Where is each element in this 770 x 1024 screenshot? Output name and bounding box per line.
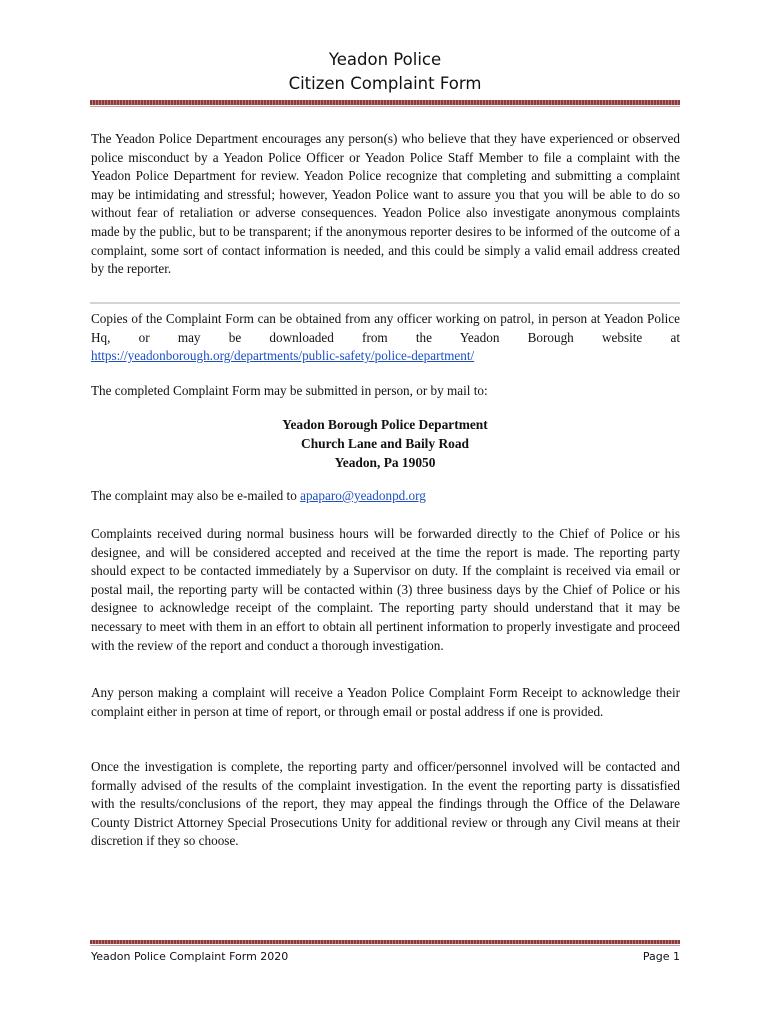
header-divider bbox=[90, 100, 680, 105]
header-title: Yeadon Police bbox=[328, 50, 442, 69]
address-line-3: Yeadon, Pa 19050 bbox=[334, 455, 436, 470]
submit-paragraph: The completed Complaint Form may be submitted in person, or by mail to: bbox=[91, 383, 488, 398]
header-divider-thin bbox=[90, 106, 680, 107]
email-paragraph bbox=[91, 487, 680, 506]
investigation-paragraph: Once the investigation is complete, the reporting party and officer/personnel involved will be contacted and formally advised of the results of the complaint investigation. In the event the reporting party is dissatisfied with the results/conclusions of the report, they may appeal the findings through the Office of the Delaware County District Attorney Special Prosecutions Unity for additional review or through any Civil means at their discretion if they so choose. bbox=[91, 759, 680, 849]
email-link[interactable]: apaparo@yeadonpd.org bbox=[300, 488, 426, 503]
intro-paragraph: The Yeadon Police Department encourages any person(s) who believe that they have experienced or observed police misconduct by a Yeadon Police Officer or Yeadon Police Staff Member to file a complaint with the Yeadon Police Department for review. Yeadon Police recognize that completing and submitting a complaint may be intimidating and stressful; however, Yeadon Police want to assure you that you will be able to do so without fear of retaliation or adverse consequences. Yeadon Police also investigate anonymous complaints made by the public, but to be transparent; if the anonymous reporter desires to be informed of the outcome of a complaint, some sort of contact information is needed, and this could be simply a valid email address created by the reporter. bbox=[91, 131, 680, 277]
section-divider bbox=[90, 302, 680, 304]
email-text: The complaint may also be e-mailed to bbox=[91, 488, 297, 503]
footer-divider bbox=[90, 940, 680, 944]
business-hours-paragraph: Complaints received during normal business hours will be forwarded directly to the Chief of Police or his designee, and will be considered accepted and received at the time the report is made. The reporting party should expect to be contacted immediately by a Supervisor on duty. If the complaint is received via email or postal mail, the reporting party will be contacted within (3) three business days by the Chief of Police or his designee to acknowledge receipt of the complaint. The reporting party should understand that it may be necessary to meet with them in an effort to obtain all pertinent information to properly investigate and proceed with the review of the report and conduct a thorough investigation. bbox=[91, 526, 680, 653]
copies-text: Copies of the Complaint Form can be obtained from any officer working on patrol, in person at Yeadon Police Hq, or may be downloaded from the Yeadon Borough website at bbox=[91, 311, 680, 345]
header-subtitle: Citizen Complaint Form bbox=[288, 74, 482, 93]
receipt-paragraph: Any person making a complaint will receive a Yeadon Police Complaint Form Receipt to acknowledge their complaint either in person at time of report, or through email or postal address if one is provided. bbox=[91, 685, 680, 719]
address-line-2: Church Lane and Baily Road bbox=[301, 436, 469, 451]
footer-page-number: Page 1 bbox=[642, 950, 680, 963]
address-line-1: Yeadon Borough Police Department bbox=[282, 417, 488, 432]
footer-divider-thin bbox=[90, 945, 680, 946]
website-link[interactable]: https://yeadonborough.org/departments/public-safety/police-department/ bbox=[91, 348, 475, 364]
footer-form-name: Yeadon Police Complaint Form 2020 bbox=[91, 950, 289, 963]
copies-paragraph bbox=[91, 310, 680, 366]
